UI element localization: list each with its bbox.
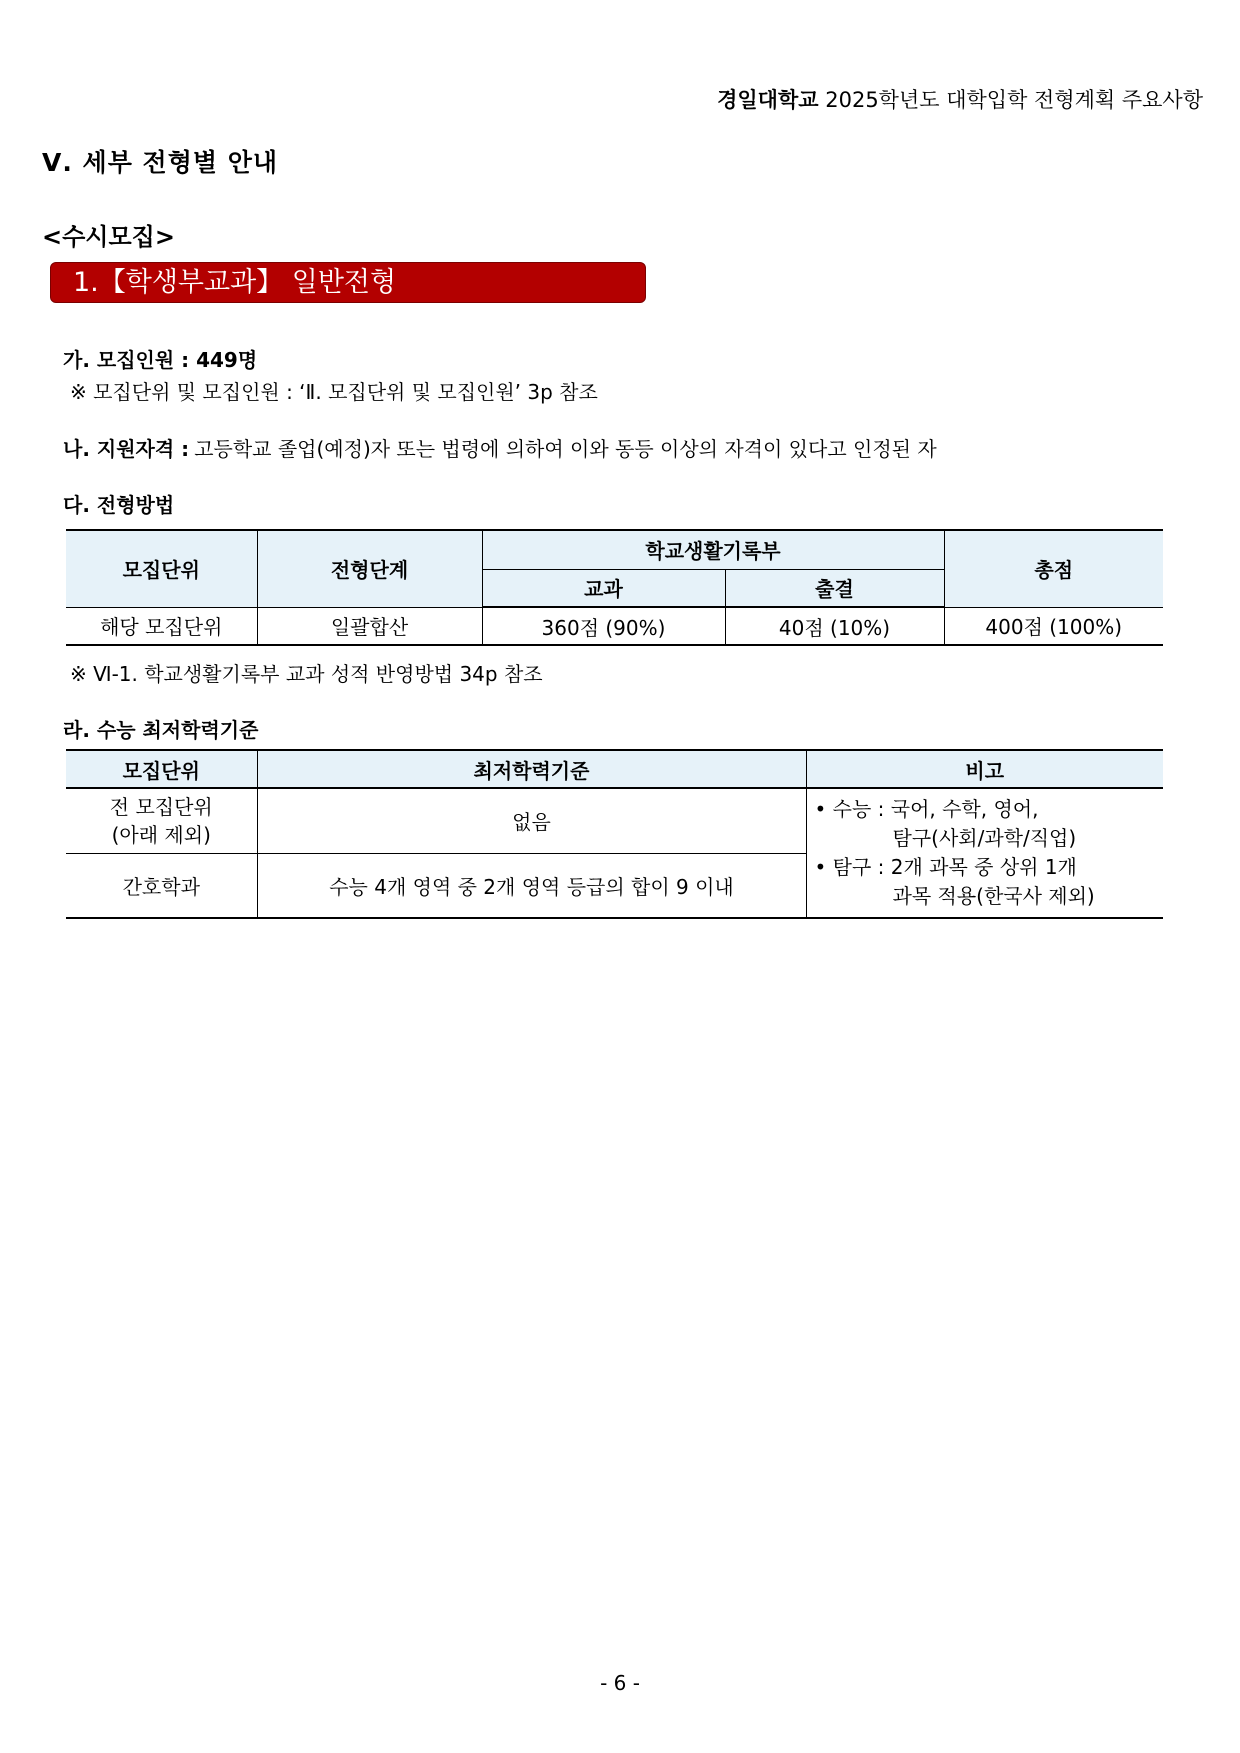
header-stage: 전형단계 — [257, 530, 482, 607]
cell-remark — [806, 788, 1163, 918]
cell-stage: 일괄합산 — [257, 607, 482, 645]
header-total: 총점 — [944, 530, 1163, 607]
cell-unit: 간호학과 — [66, 853, 257, 918]
header-attendance: 출결 — [725, 569, 944, 607]
header-remark: 비고 — [806, 750, 1163, 788]
item-b — [63, 433, 937, 462]
header-unit: 모집단위 — [66, 750, 257, 788]
university-name: 경일대학교 — [717, 88, 819, 112]
page-header — [717, 84, 1203, 114]
sub-title: <수시모집> — [42, 223, 175, 251]
item-c-label: 다. 전형방법 — [63, 493, 175, 517]
cell-unit-line1: 전 모집단위 — [109, 794, 213, 819]
section-title: Ⅴ. 세부 전형별 안내 — [42, 148, 279, 177]
cell-subject: 360점 (90%) — [482, 607, 725, 645]
remark-1-line2: 탐구(사회/과학/직업) — [892, 826, 1077, 850]
admission-type-banner: 1.【학생부교과】 일반전형 — [50, 262, 646, 303]
item-b-text: 고등학교 졸업(예정)자 또는 법령에 의하여 이와 동등 이상의 자격이 있다고 인정된 자 — [194, 437, 937, 461]
selection-method-table — [66, 529, 1163, 646]
cell-total: 400점 (100%) — [944, 607, 1163, 645]
remark-1-line1: • 수능 : 국어, 수학, 영어, — [814, 797, 1039, 821]
cell-criteria: 수능 4개 영역 중 2개 영역 등급의 합이 9 이내 — [257, 853, 806, 918]
page-number: - 6 - — [600, 1671, 640, 1695]
table-row — [66, 607, 1163, 645]
remark-2-line2: 과목 적용(한국사 제외) — [892, 884, 1095, 908]
item-b-label: 나. 지원자격 : — [63, 437, 190, 461]
item-c-note: ※ Ⅵ-1. 학교생활기록부 교과 성적 반영방법 34p 참조 — [70, 662, 543, 686]
table-row — [66, 788, 1163, 853]
cell-unit — [66, 788, 257, 853]
remark-2-line1: • 탐구 : 2개 과목 중 상위 1개 — [814, 855, 1077, 879]
header-record: 학교생활기록부 — [482, 530, 944, 569]
item-a-label: 가. 모집인원 : 449명 — [63, 348, 258, 372]
minimum-standard-table — [66, 749, 1163, 919]
header-criteria: 최저학력기준 — [257, 750, 806, 788]
header-subject: 교과 — [482, 569, 725, 607]
item-d-label: 라. 수능 최저학력기준 — [63, 718, 259, 742]
cell-criteria: 없음 — [257, 788, 806, 853]
cell-unit: 해당 모집단위 — [66, 607, 257, 645]
cell-unit-line2: (아래 제외) — [111, 822, 211, 847]
cell-attendance: 40점 (10%) — [725, 607, 944, 645]
header-unit: 모집단위 — [66, 530, 257, 607]
header-subtitle: 2025학년도 대학입학 전형계획 주요사항 — [825, 88, 1203, 112]
item-a-note: ※ 모집단위 및 모집인원 : ‘Ⅱ. 모집단위 및 모집인원’ 3p 참조 — [70, 380, 598, 404]
